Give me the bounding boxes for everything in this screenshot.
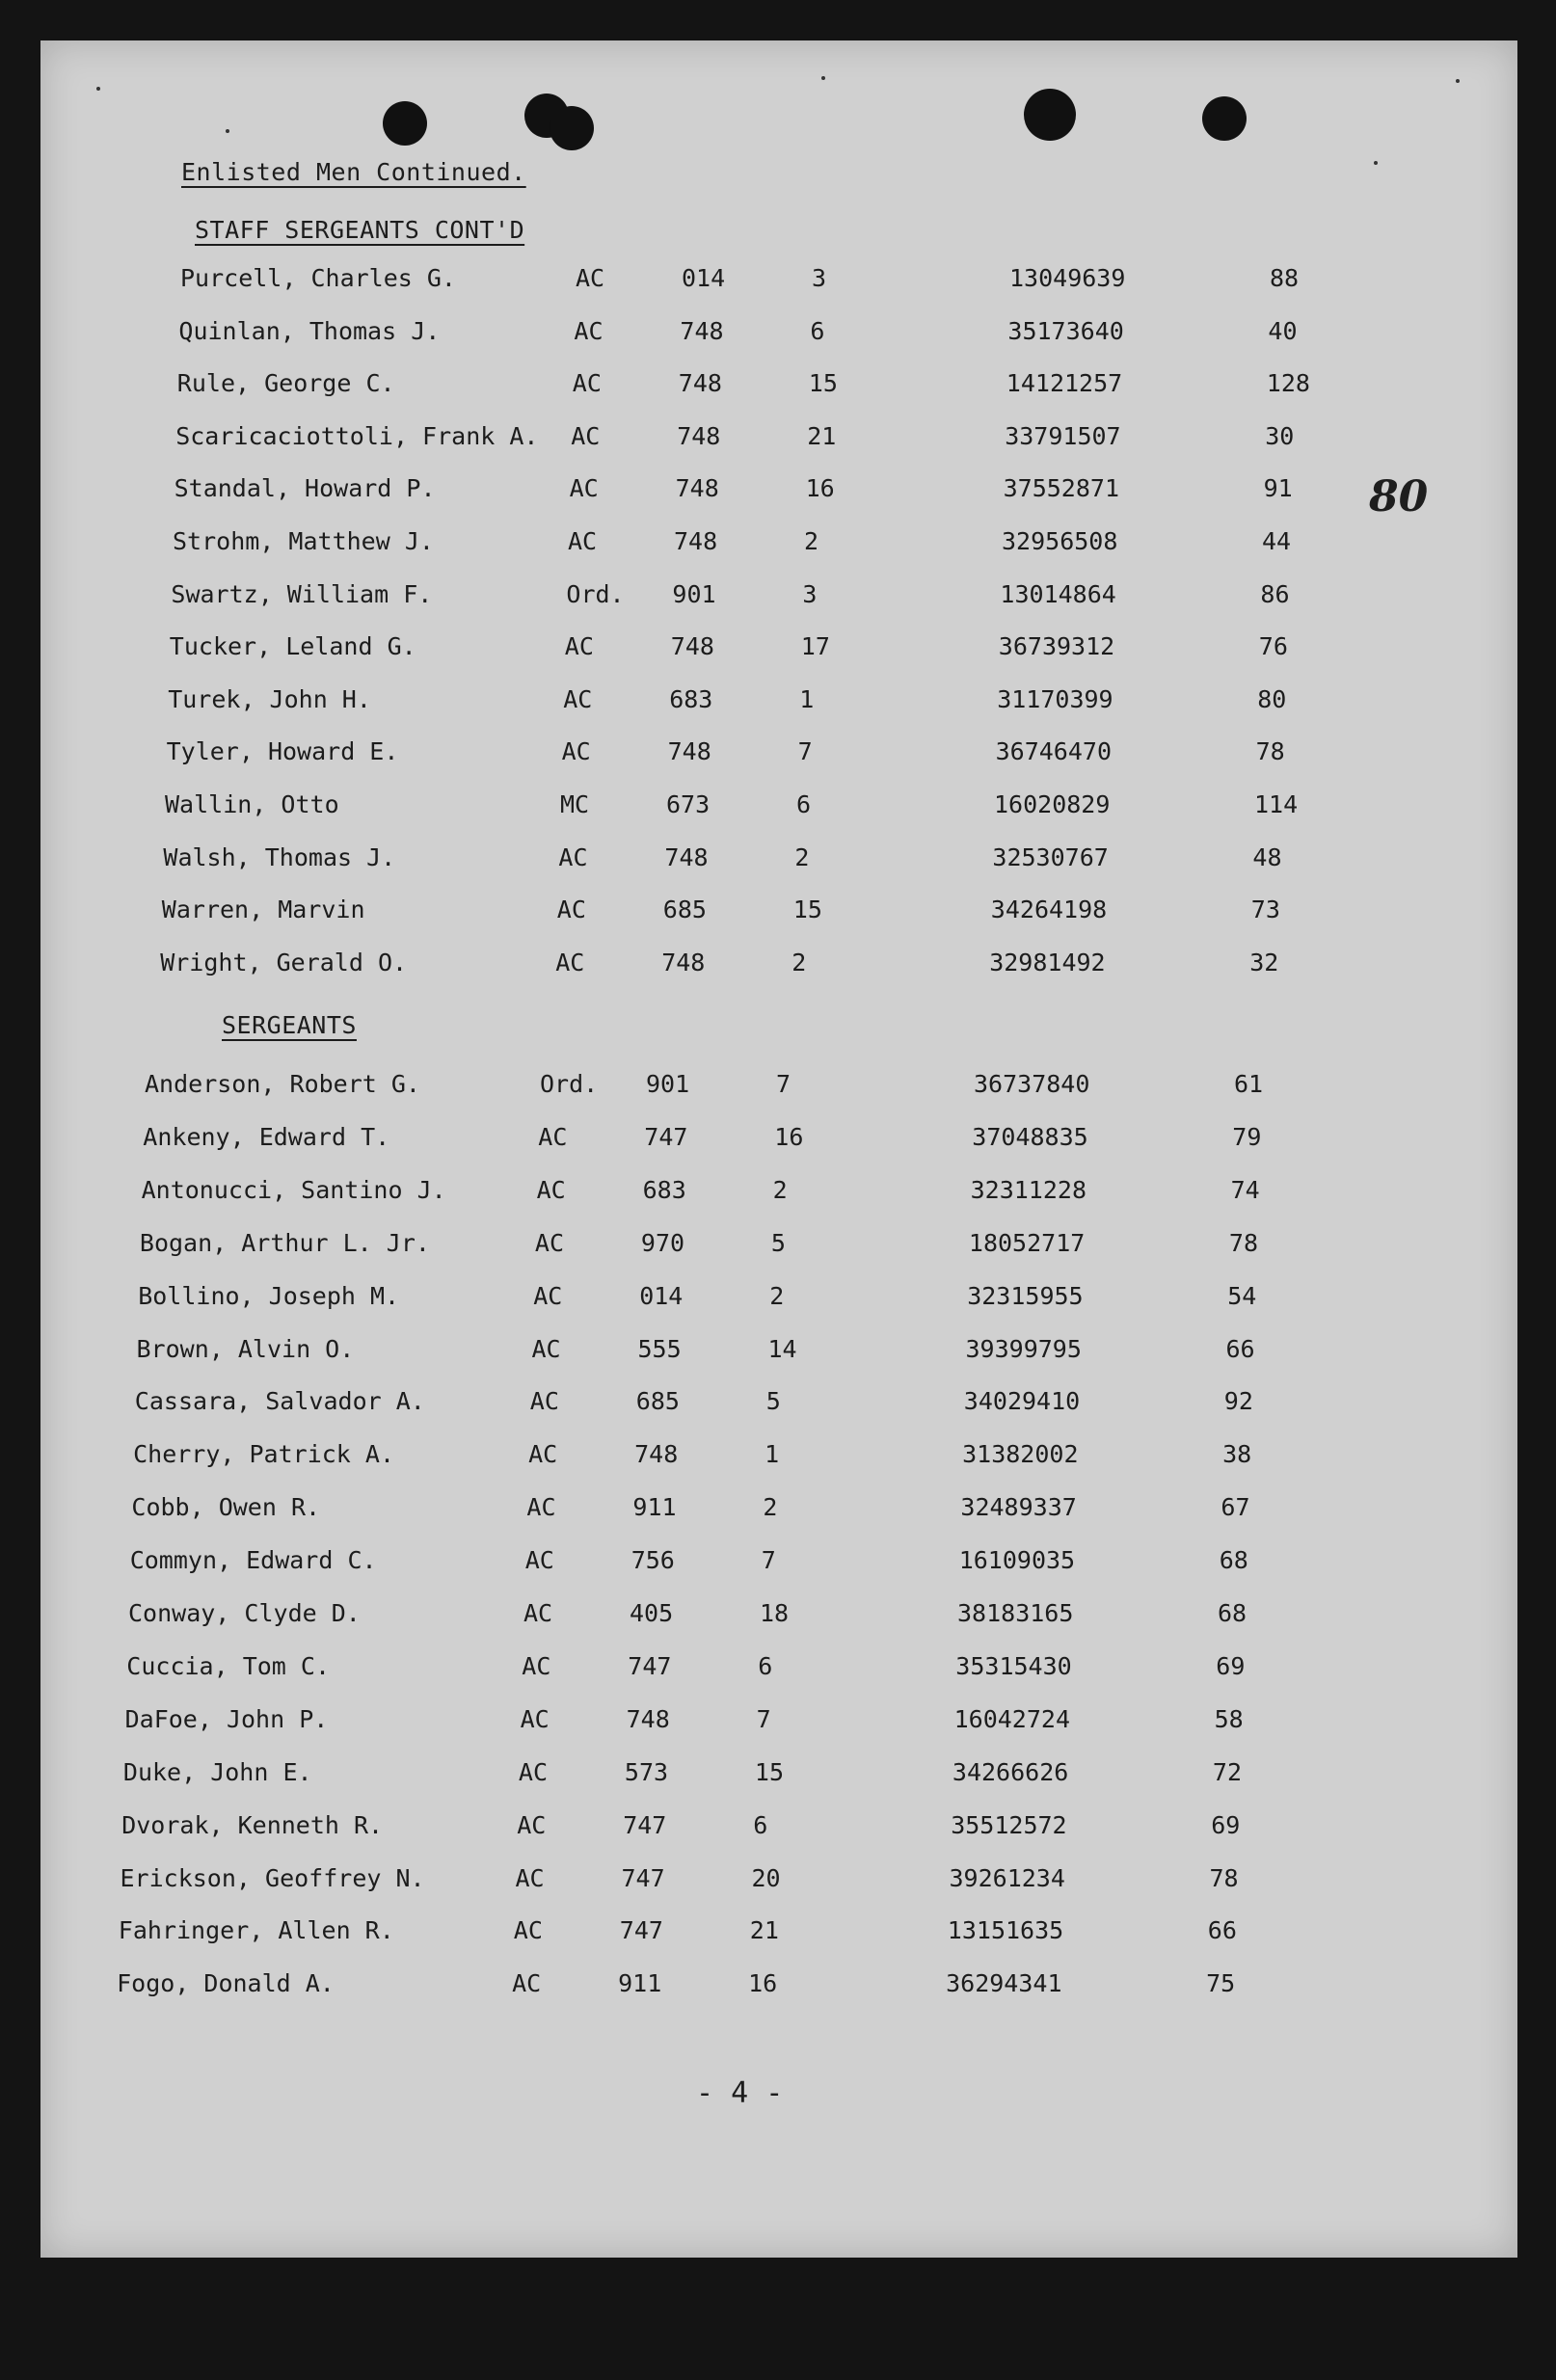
cell-serial: 36746470 bbox=[995, 737, 1113, 766]
cell-code: 748 bbox=[626, 1704, 670, 1733]
cell-score: 69 bbox=[1216, 1651, 1246, 1680]
cell-score: 68 bbox=[1219, 1546, 1248, 1575]
cell-num: 2 bbox=[769, 1281, 785, 1310]
cell-score: 58 bbox=[1214, 1704, 1244, 1733]
margin-page-mark: 80 bbox=[1369, 472, 1429, 521]
cell-name: Purcell, Charles G. bbox=[180, 264, 456, 292]
paper-speck bbox=[226, 129, 229, 133]
page-number: - 4 - bbox=[696, 2076, 784, 2110]
cell-name: Warren, Marvin bbox=[161, 896, 365, 924]
cell-serial: 13049639 bbox=[1009, 264, 1126, 292]
cell-num: 6 bbox=[810, 316, 825, 345]
cell-score: 66 bbox=[1225, 1334, 1255, 1363]
cell-branch: AC bbox=[534, 1228, 564, 1257]
cell-branch: AC bbox=[571, 421, 601, 450]
cell-num: 2 bbox=[804, 527, 819, 555]
cell-score: 73 bbox=[1250, 896, 1280, 924]
cell-score: 44 bbox=[1262, 527, 1292, 555]
cell-serial: 35315430 bbox=[955, 1651, 1072, 1680]
cell-branch: AC bbox=[538, 1122, 568, 1151]
page-heading: Enlisted Men Continued. bbox=[181, 158, 526, 186]
cell-num: 16 bbox=[774, 1122, 804, 1151]
cell-name: Tucker, Leland G. bbox=[169, 632, 416, 661]
cell-code: 970 bbox=[640, 1228, 685, 1257]
cell-branch: AC bbox=[520, 1704, 550, 1733]
cell-num: 6 bbox=[758, 1651, 773, 1680]
cell-num: 7 bbox=[797, 737, 813, 766]
cell-serial: 35173640 bbox=[1007, 316, 1124, 345]
cell-serial: 32311228 bbox=[970, 1175, 1087, 1204]
section-heading: STAFF SERGEANTS CONT'D bbox=[195, 216, 525, 244]
cell-name: Commyn, Edward C. bbox=[129, 1546, 377, 1575]
cell-code: 683 bbox=[669, 684, 713, 713]
cell-num: 15 bbox=[754, 1757, 784, 1786]
cell-name: Conway, Clyde D. bbox=[128, 1599, 361, 1627]
cell-code: 901 bbox=[646, 1070, 690, 1098]
cell-name: Erickson, Geoffrey N. bbox=[120, 1863, 425, 1892]
cell-name: Duke, John E. bbox=[122, 1757, 312, 1786]
cell-score: 66 bbox=[1207, 1916, 1237, 1945]
cell-code: 747 bbox=[623, 1810, 667, 1839]
cell-code: 911 bbox=[618, 1969, 662, 1998]
cell-name: Scaricaciottoli, Frank A. bbox=[175, 421, 539, 450]
cell-num: 6 bbox=[796, 790, 812, 818]
cell-code: 748 bbox=[675, 474, 719, 503]
cell-branch: AC bbox=[513, 1916, 543, 1945]
cell-serial: 36294341 bbox=[946, 1969, 1062, 1998]
cell-num: 17 bbox=[800, 632, 830, 661]
cell-serial: 34266626 bbox=[952, 1757, 1069, 1786]
cell-num: 7 bbox=[761, 1546, 776, 1575]
cell-branch: AC bbox=[512, 1969, 542, 1998]
cell-serial: 13151635 bbox=[947, 1916, 1064, 1945]
cell-serial: 16042724 bbox=[953, 1704, 1071, 1733]
cell-name: Fahringer, Allen R. bbox=[118, 1916, 394, 1945]
cell-name: DaFoe, John P. bbox=[124, 1704, 329, 1733]
cell-code: 748 bbox=[680, 316, 724, 345]
document-page bbox=[40, 40, 1517, 2258]
cell-score: 40 bbox=[1268, 316, 1298, 345]
cell-branch: AC bbox=[569, 474, 599, 503]
cell-code: 756 bbox=[630, 1546, 675, 1575]
cell-branch: AC bbox=[568, 527, 598, 555]
cell-code: 747 bbox=[621, 1863, 665, 1892]
cell-branch: AC bbox=[564, 632, 594, 661]
cell-serial: 34029410 bbox=[963, 1387, 1081, 1416]
cell-name: Quinlan, Thomas J. bbox=[178, 316, 441, 345]
cell-branch: AC bbox=[574, 316, 604, 345]
cell-name: Walsh, Thomas J. bbox=[163, 842, 396, 871]
cell-num: 16 bbox=[748, 1969, 778, 1998]
cell-code: 748 bbox=[670, 632, 714, 661]
cell-num: 16 bbox=[805, 474, 835, 503]
cell-name: Cherry, Patrick A. bbox=[133, 1440, 395, 1469]
cell-score: 78 bbox=[1209, 1863, 1239, 1892]
cell-num: 2 bbox=[794, 842, 810, 871]
cell-code: 685 bbox=[635, 1387, 680, 1416]
cell-code: 405 bbox=[630, 1599, 674, 1627]
cell-num: 2 bbox=[791, 948, 807, 976]
cell-score: 128 bbox=[1266, 369, 1310, 398]
cell-code: 748 bbox=[674, 527, 718, 555]
cell-code: 014 bbox=[682, 264, 726, 292]
cell-branch: AC bbox=[561, 737, 591, 766]
cell-name: Cassara, Salvador A. bbox=[134, 1387, 425, 1416]
paper-speck bbox=[1456, 79, 1460, 83]
cell-num: 21 bbox=[749, 1916, 779, 1945]
cell-branch: AC bbox=[576, 264, 605, 292]
cell-branch: AC bbox=[517, 1810, 547, 1839]
paper-speck bbox=[1374, 161, 1378, 165]
cell-serial: 34264198 bbox=[990, 896, 1108, 924]
cell-branch: AC bbox=[533, 1281, 563, 1310]
cell-score: 78 bbox=[1228, 1228, 1258, 1257]
cell-name: Dvorak, Kenneth R. bbox=[121, 1810, 384, 1839]
cell-name: Bogan, Arthur L. Jr. bbox=[139, 1228, 430, 1257]
cell-serial: 32489337 bbox=[960, 1493, 1077, 1522]
cell-score: 30 bbox=[1265, 421, 1295, 450]
paper-speck bbox=[821, 76, 825, 80]
cell-score: 69 bbox=[1211, 1810, 1241, 1839]
cell-serial: 35512572 bbox=[951, 1810, 1067, 1839]
cell-serial: 36737840 bbox=[974, 1070, 1090, 1098]
cell-serial: 39261234 bbox=[949, 1863, 1065, 1892]
cell-num: 7 bbox=[756, 1704, 771, 1733]
cell-name: Strohm, Matthew J. bbox=[173, 527, 434, 555]
cell-code: 573 bbox=[624, 1757, 669, 1786]
cell-serial: 32956508 bbox=[1002, 527, 1118, 555]
cell-name: Bollino, Joseph M. bbox=[138, 1281, 400, 1310]
cell-code: 685 bbox=[662, 896, 707, 924]
cell-branch: AC bbox=[523, 1599, 553, 1627]
cell-serial: 32530767 bbox=[992, 842, 1109, 871]
cell-branch: AC bbox=[529, 1387, 559, 1416]
cell-serial: 13014864 bbox=[1000, 579, 1116, 608]
cell-score: 76 bbox=[1258, 632, 1288, 661]
cell-branch: AC bbox=[528, 1440, 558, 1469]
cell-serial: 14121257 bbox=[1006, 369, 1123, 398]
cell-num: 20 bbox=[751, 1863, 781, 1892]
cell-code: 747 bbox=[628, 1651, 672, 1680]
cell-code: 748 bbox=[677, 421, 721, 450]
cell-name: Antonucci, Santino J. bbox=[141, 1175, 446, 1204]
cell-name: Wright, Gerald O. bbox=[160, 948, 408, 976]
cell-score: 92 bbox=[1223, 1387, 1253, 1416]
cell-code: 748 bbox=[667, 737, 711, 766]
cell-serial: 16109035 bbox=[958, 1546, 1076, 1575]
cell-name: Swartz, William F. bbox=[171, 579, 433, 608]
punch-hole bbox=[1024, 89, 1076, 141]
cell-serial: 31170399 bbox=[997, 684, 1113, 713]
punch-hole bbox=[383, 101, 427, 146]
cell-num: 15 bbox=[808, 369, 838, 398]
cell-num: 5 bbox=[765, 1387, 781, 1416]
cell-score: 61 bbox=[1234, 1070, 1264, 1098]
cell-score: 74 bbox=[1230, 1175, 1260, 1204]
cell-branch: MC bbox=[560, 790, 590, 818]
cell-code: 673 bbox=[666, 790, 711, 818]
cell-num: 15 bbox=[792, 896, 822, 924]
cell-name: Rule, George C. bbox=[176, 369, 395, 398]
cell-score: 54 bbox=[1227, 1281, 1257, 1310]
cell-branch: AC bbox=[518, 1757, 548, 1786]
cell-serial: 18052717 bbox=[968, 1228, 1086, 1257]
cell-score: 80 bbox=[1257, 684, 1287, 713]
cell-num: 3 bbox=[802, 579, 818, 608]
section-heading: SERGEANTS bbox=[222, 1011, 357, 1039]
cell-branch: Ord. bbox=[540, 1070, 599, 1098]
cell-num: 2 bbox=[772, 1175, 788, 1204]
cell-score: 86 bbox=[1260, 579, 1290, 608]
cell-branch: Ord. bbox=[566, 579, 625, 608]
cell-num: 2 bbox=[763, 1493, 778, 1522]
cell-score: 114 bbox=[1254, 790, 1299, 818]
cell-name: Standal, Howard P. bbox=[174, 474, 436, 503]
cell-score: 67 bbox=[1221, 1493, 1250, 1522]
cell-branch: AC bbox=[556, 896, 586, 924]
cell-name: Cuccia, Tom C. bbox=[126, 1651, 331, 1680]
cell-branch: AC bbox=[524, 1546, 554, 1575]
cell-branch: AC bbox=[531, 1334, 561, 1363]
cell-name: Ankeny, Edward T. bbox=[143, 1122, 390, 1151]
cell-num: 18 bbox=[760, 1599, 790, 1627]
cell-name: Brown, Alvin O. bbox=[136, 1334, 355, 1363]
cell-code: 748 bbox=[634, 1440, 679, 1469]
cell-code: 747 bbox=[619, 1916, 663, 1945]
cell-score: 38 bbox=[1222, 1440, 1252, 1469]
cell-serial: 37048835 bbox=[972, 1122, 1088, 1151]
cell-code: 014 bbox=[639, 1281, 684, 1310]
cell-code: 748 bbox=[664, 842, 709, 871]
cell-score: 72 bbox=[1212, 1757, 1242, 1786]
cell-num: 21 bbox=[807, 421, 837, 450]
cell-branch: AC bbox=[563, 684, 593, 713]
cell-score: 79 bbox=[1232, 1122, 1262, 1151]
cell-num: 5 bbox=[770, 1228, 786, 1257]
cell-code: 901 bbox=[672, 579, 716, 608]
cell-name: Cobb, Owen R. bbox=[131, 1493, 321, 1522]
cell-score: 88 bbox=[1270, 264, 1300, 292]
cell-branch: AC bbox=[572, 369, 602, 398]
cell-name: Tyler, Howard E. bbox=[166, 737, 399, 766]
cell-num: 14 bbox=[767, 1334, 797, 1363]
cell-num: 3 bbox=[812, 264, 827, 292]
punch-hole bbox=[550, 106, 594, 150]
cell-serial: 32981492 bbox=[989, 948, 1106, 976]
cell-code: 747 bbox=[644, 1122, 688, 1151]
cell-serial: 36739312 bbox=[998, 632, 1115, 661]
cell-code: 748 bbox=[678, 369, 722, 398]
cell-score: 75 bbox=[1206, 1969, 1236, 1998]
cell-serial: 32315955 bbox=[967, 1281, 1084, 1310]
cell-name: Fogo, Donald A. bbox=[117, 1969, 335, 1998]
cell-serial: 37552871 bbox=[1003, 474, 1120, 503]
cell-serial: 31382002 bbox=[962, 1440, 1079, 1469]
cell-branch: AC bbox=[522, 1651, 551, 1680]
cell-branch: AC bbox=[515, 1863, 545, 1892]
cell-name: Turek, John H. bbox=[168, 684, 371, 713]
paper-speck bbox=[96, 87, 100, 91]
cell-code: 683 bbox=[642, 1175, 686, 1204]
cell-score: 78 bbox=[1255, 737, 1285, 766]
cell-score: 32 bbox=[1249, 948, 1279, 976]
cell-name: Anderson, Robert G. bbox=[145, 1070, 420, 1098]
cell-branch: AC bbox=[558, 842, 588, 871]
cell-branch: AC bbox=[526, 1493, 556, 1522]
cell-num: 7 bbox=[776, 1070, 791, 1098]
cell-branch: AC bbox=[536, 1175, 566, 1204]
cell-serial: 33791507 bbox=[1005, 421, 1121, 450]
cell-serial: 38183165 bbox=[957, 1599, 1074, 1627]
punch-hole bbox=[1202, 96, 1247, 141]
cell-num: 1 bbox=[765, 1440, 780, 1469]
cell-score: 68 bbox=[1218, 1599, 1247, 1627]
cell-serial: 39399795 bbox=[965, 1334, 1082, 1363]
cell-code: 748 bbox=[661, 948, 706, 976]
cell-branch: AC bbox=[555, 948, 585, 976]
cell-serial: 16020829 bbox=[994, 790, 1111, 818]
cell-name: Wallin, Otto bbox=[165, 790, 339, 818]
cell-score: 91 bbox=[1263, 474, 1293, 503]
cell-num: 6 bbox=[753, 1810, 768, 1839]
cell-num: 1 bbox=[799, 684, 815, 713]
cell-code: 911 bbox=[632, 1493, 677, 1522]
cell-code: 555 bbox=[637, 1334, 682, 1363]
cell-score: 48 bbox=[1252, 842, 1282, 871]
